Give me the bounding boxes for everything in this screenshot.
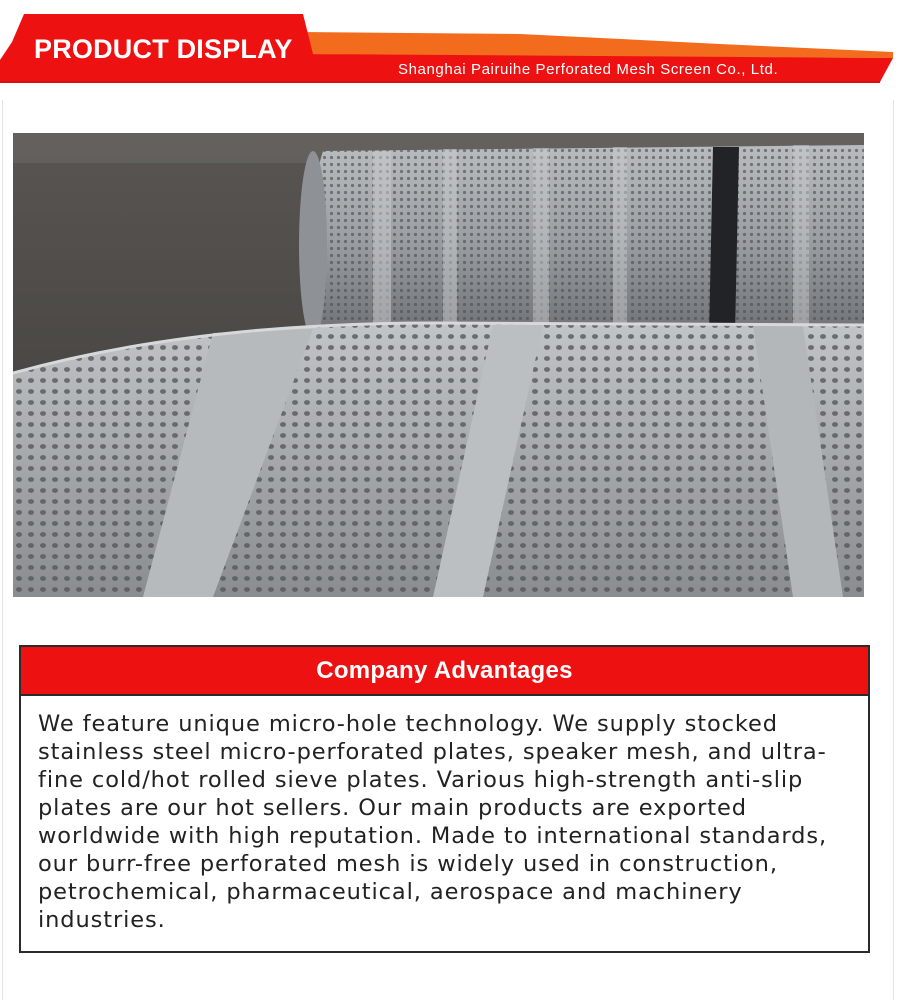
- page-title: PRODUCT DISPLAY: [34, 34, 293, 64]
- advantages-title: Company Advantages: [316, 656, 573, 684]
- frame-right-line: [893, 100, 894, 1000]
- advantages-header: [21, 647, 868, 696]
- company-advantages-panel: [19, 645, 870, 953]
- company-name: Shanghai Pairuihe Perforated Mesh Screen Co., Ltd.: [398, 61, 779, 78]
- product-photo: [13, 133, 864, 597]
- advantages-text: We feature unique micro-hole technology. We supply stocked stainless steel micro-perforated plates, speaker mesh, and ultra-fine cold/hot rolled sieve plates. Various high-strength anti-slip plates are our hot sellers. Our main products are exported worldwide with high reputation. Made to international standards, our burr-free perforated mesh is widely used in construction, petrochemical, pharmaceutical, aerospace and machinery industries.: [38, 711, 827, 933]
- header-banner: [0, 0, 899, 100]
- frame-left-line: [2, 100, 3, 1000]
- perforated-rolls-image: [13, 133, 864, 597]
